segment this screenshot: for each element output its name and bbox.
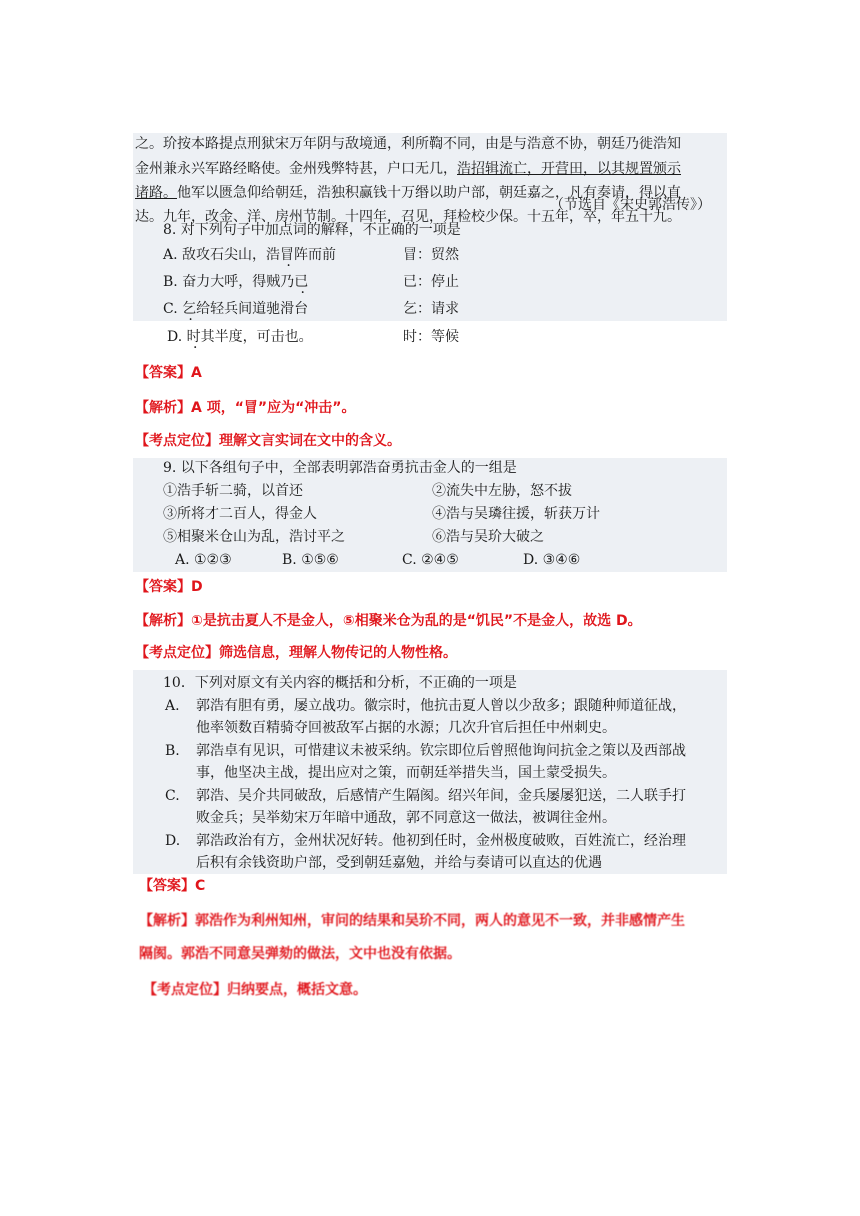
q9-item-1: ①浩手斩二骑，以首还	[163, 483, 303, 499]
q9-option-b: B. ①⑤⑥	[282, 552, 339, 568]
q10-b-line1: 郭浩卓有见识，可惜建议未被采纳。钦宗即位后曾照他询问抗金之策以及西部战	[196, 743, 686, 759]
q9-item-4: ④浩与吴璘往援，斩获万计	[432, 506, 600, 522]
q10-stem: 10．下列对原文有关内容的概括和分析，不正确的一项是	[163, 675, 517, 691]
q9-item-3: ③所将才二百人，得金人	[163, 506, 317, 522]
q9-option-c: C. ②④⑤	[402, 552, 459, 568]
q8-option-d: D. 时其半度，可击也。	[167, 329, 313, 345]
q10-a-line2: 他率领数百精骑夺回被敌军占据的水源；几次升官后担任中州刺史。	[196, 720, 616, 736]
q10-analysis-line2: 隔阂。郭浩不同意吴弹劾的做法，文中也没有依据。	[139, 946, 461, 962]
q8-analysis: 【解析】A 项，“冒”应为“冲击”。	[135, 400, 356, 416]
q9-option-a: A. ①②③	[175, 552, 232, 568]
q9-item-6: ⑥浩与吴玠大破之	[432, 529, 544, 545]
passage-line-1: 之。玠按本路提点刑狱宋万年阴与敌境通，利所鞫不同，由是与浩意不协，朝廷乃徙浩知	[135, 136, 681, 152]
q9-analysis: 【解析】①是抗击夏人不是金人，⑤相聚米仓为乱的是“饥民”不是金人，故选 D。	[135, 613, 642, 629]
q10-c-line2: 败金兵；吴举劾宋万年暗中通敌，郭不同意这一做法，被调往金州。	[196, 810, 616, 826]
q8-point: 【考点定位】理解文言实词在文中的含义。	[135, 433, 401, 449]
q8-stem: 8. 对下列句子中加点词的解释，不正确的一项是	[163, 222, 461, 238]
q10-point: 【考点定位】归纳要点，概括文意。	[143, 982, 367, 998]
q10-a-label: A.	[165, 698, 180, 714]
q10-a-line1: 郭浩有胆有勇，屡立战功。徽宗时，他抗击夏人曾以少敌多；跟随种师道征战，	[196, 698, 686, 714]
q8-option-b: B. 奋力大呼，得贼乃已	[163, 274, 309, 290]
q10-b-label: B.	[165, 743, 180, 759]
q8-option-a: A. 敌攻石尖山，浩冒阵而前	[163, 247, 337, 263]
q8-answer: 【答案】A	[135, 365, 202, 381]
q9-answer: 【答案】D	[135, 579, 203, 595]
q8-option-b-explain: 已：停止	[403, 274, 459, 290]
q8-option-c-explain: 乞：请求	[403, 301, 459, 317]
q10-analysis-line1: 【解析】郭浩作为利州知州，审问的结果和吴玠不同，两人的意见不一致，并非感情产生	[139, 913, 685, 929]
q10-d-label: D.	[165, 833, 181, 849]
q9-option-d: D. ③④⑥	[523, 552, 581, 568]
q10-d-line2: 后积有余钱资助户部，受到朝廷嘉勉，并给与奏请可以直达的优遇	[196, 855, 602, 871]
q10-c-line1: 郭浩、吴介共同破敌，后感情产生隔阂。绍兴年间，金兵屡屡犯送，二人联手打	[196, 788, 686, 804]
q9-item-5: ⑤相聚米仓山为乱，浩讨平之	[163, 529, 345, 545]
q10-answer: 【答案】C	[139, 878, 206, 894]
q9-stem: 9. 以下各组句子中，全部表明郭浩奋勇抗击金人的一组是	[163, 460, 517, 476]
passage-line-2: 金州兼永兴军路经略使。金州残弊特甚，户口无几，浩招辑流亡，开营田，以其规置颁示	[135, 161, 681, 177]
q10-b-line2: 事，他坚决主战，提出应对之策，而朝廷举措失当，国土蒙受损失。	[196, 765, 616, 781]
q8-option-c: C. 乞给轻兵间道驰滑台	[163, 301, 309, 317]
passage-line-4: 达。九年，改金、洋、房州节制。十四年，召见，拜检校少保。十五年，卒，年五十九。	[135, 209, 681, 225]
passage-source: （节选自《宋史郭浩传》）	[550, 197, 711, 213]
q8-option-d-explain: 时：等候	[403, 329, 459, 345]
q10-c-label: C.	[165, 788, 180, 804]
q9-point: 【考点定位】筛选信息，理解人物传记的人物性格。	[135, 645, 457, 661]
passage-line-3: 诸路。他军以匮急仰给朝廷，浩独积赢钱十万缗以助户部，朝廷嘉之，凡有奏请，得以直	[135, 185, 681, 201]
q10-d-line1: 郭浩政治有方，金州状况好转。他初到任时，金州极度破败，百姓流亡，经治理	[196, 833, 686, 849]
q9-item-2: ②流失中左胁，怒不拔	[432, 483, 572, 499]
q8-option-a-explain: 冒：贸然	[403, 247, 459, 263]
